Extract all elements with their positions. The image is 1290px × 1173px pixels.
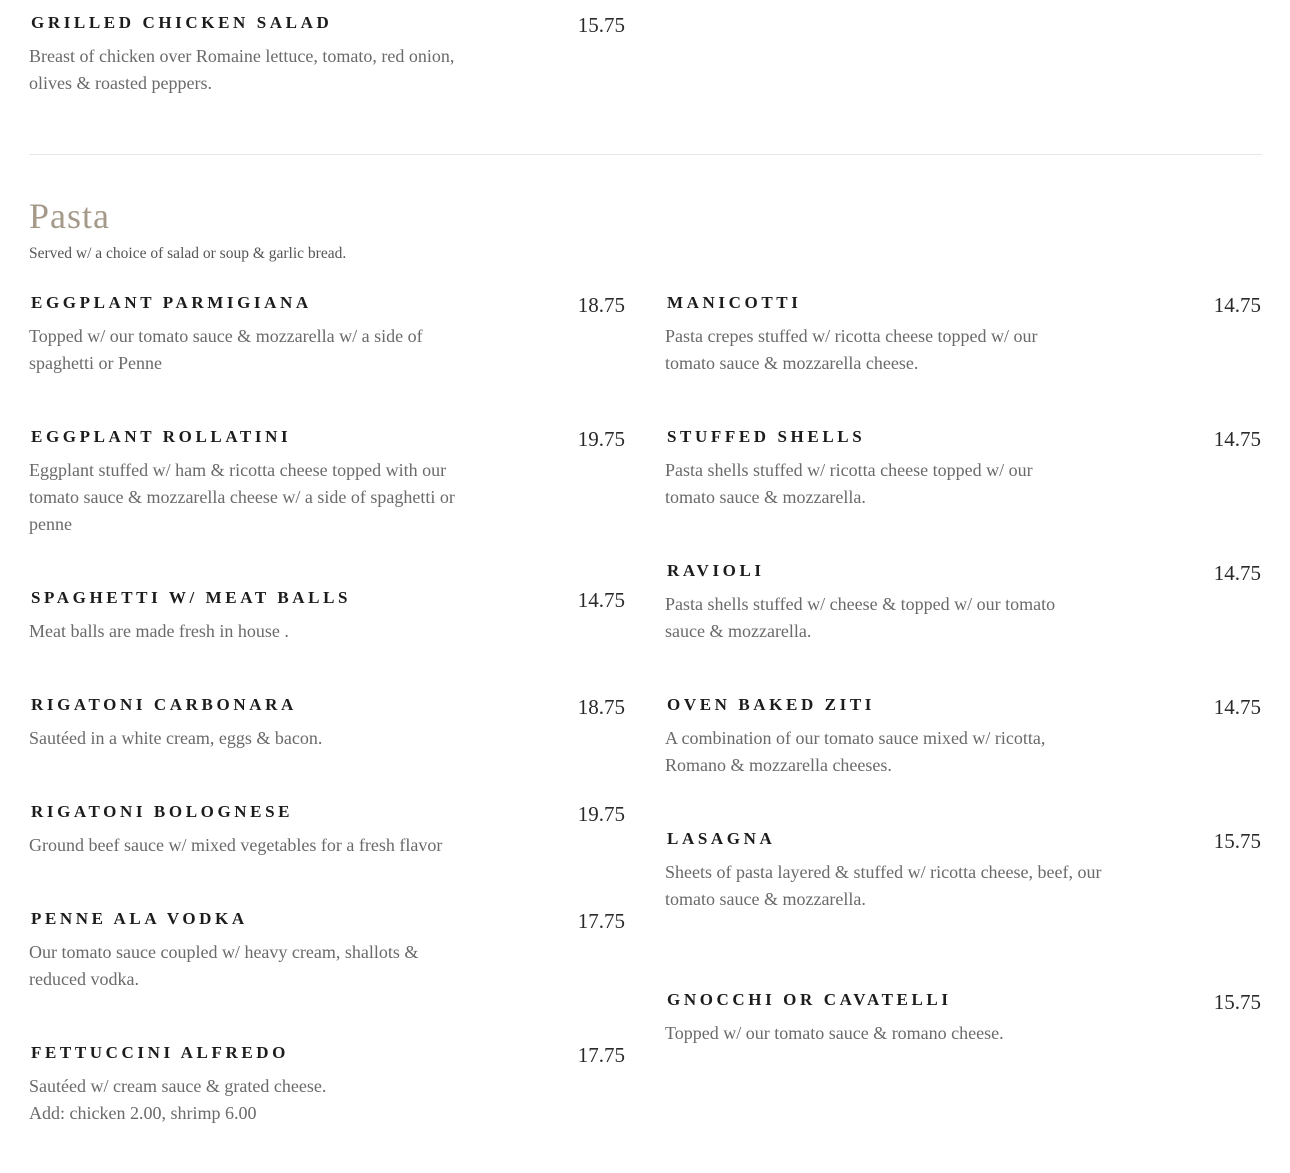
item-addon-line: Add: chicken 2.00, shrimp 6.00 <box>29 1103 257 1123</box>
item-name: GRILLED CHICKEN SALAD <box>31 13 333 32</box>
item-price: 18.75 <box>577 695 625 719</box>
section-subtitle: Served w/ a choice of salad or soup & garlic bread. <box>29 245 347 262</box>
item-description: Our tomato sauce coupled w/ heavy cream, shallots & reduced vodka. <box>29 942 419 989</box>
item-description: Breast of chicken over Romaine lettuce, tomato, red onion, olives & roasted peppers. <box>29 46 455 93</box>
item-price: 14.75 <box>577 588 625 612</box>
item-description: Topped w/ our tomato sauce & mozzarella w/ a side of spaghetti or Penne <box>29 326 423 373</box>
section-title: Pasta <box>29 196 110 236</box>
item-description <box>29 1073 469 1127</box>
item-name: MANICOTTI <box>667 293 802 312</box>
item-name: SPAGHETTI W/ MEAT BALLS <box>31 588 352 607</box>
item-description: Sautéed in a white cream, eggs & bacon. <box>29 728 323 748</box>
item-description-line: Sautéed w/ cream sauce & grated cheese. <box>29 1076 327 1096</box>
item-name: STUFFED SHELLS <box>667 427 866 446</box>
item-price: 18.75 <box>577 293 625 317</box>
item-price: 15.75 <box>1213 990 1261 1014</box>
item-description: Meat balls are made fresh in house . <box>29 621 289 641</box>
item-price: 14.75 <box>1213 427 1261 451</box>
item-name: RAVIOLI <box>667 561 765 580</box>
item-price: 19.75 <box>577 427 625 451</box>
item-description: A combination of our tomato sauce mixed w/ ricotta, Romano & mozzarella cheeses. <box>665 728 1046 775</box>
item-price: 15.75 <box>1213 829 1261 853</box>
item-description: Pasta shells stuffed w/ cheese & topped w/ our tomato sauce & mozzarella. <box>665 594 1056 641</box>
item-price: 14.75 <box>1213 695 1261 719</box>
item-name: OVEN BAKED ZITI <box>667 695 875 714</box>
item-name: RIGATONI CARBONARA <box>31 695 297 714</box>
item-price: 19.75 <box>577 802 625 826</box>
item-name: RIGATONI BOLOGNESE <box>31 802 294 821</box>
item-price: 17.75 <box>577 1043 625 1067</box>
item-name: EGGPLANT PARMIGIANA <box>31 293 312 312</box>
item-name: LASAGNA <box>667 829 776 848</box>
item-description: Ground beef sauce w/ mixed vegetables for a fresh flavor <box>29 835 443 855</box>
item-name: FETTUCCINI ALFREDO <box>31 1043 289 1062</box>
item-price: 14.75 <box>1213 561 1261 585</box>
item-price: 15.75 <box>577 13 625 37</box>
item-name: EGGPLANT ROLLATINI <box>31 427 292 446</box>
item-description: Pasta crepes stuffed w/ ricotta cheese topped w/ our tomato sauce & mozzarella cheese. <box>665 326 1038 373</box>
item-name: GNOCCHI OR CAVATELLI <box>667 990 952 1009</box>
item-name: PENNE ALA VODKA <box>31 909 248 928</box>
item-description: Sheets of pasta layered & stuffed w/ ricotta cheese, beef, our tomato sauce & mozzarella. <box>665 862 1102 909</box>
item-description: Topped w/ our tomato sauce & romano cheese. <box>665 1023 1004 1043</box>
item-price: 14.75 <box>1213 293 1261 317</box>
item-price: 17.75 <box>577 909 625 933</box>
section-divider <box>29 154 1262 155</box>
item-description: Eggplant stuffed w/ ham & ricotta cheese topped with our tomato sauce & mozzarella cheese w/ a side of spaghetti or penne <box>29 460 455 534</box>
item-description: Pasta shells stuffed w/ ricotta cheese topped w/ our tomato sauce & mozzarella. <box>665 460 1033 507</box>
